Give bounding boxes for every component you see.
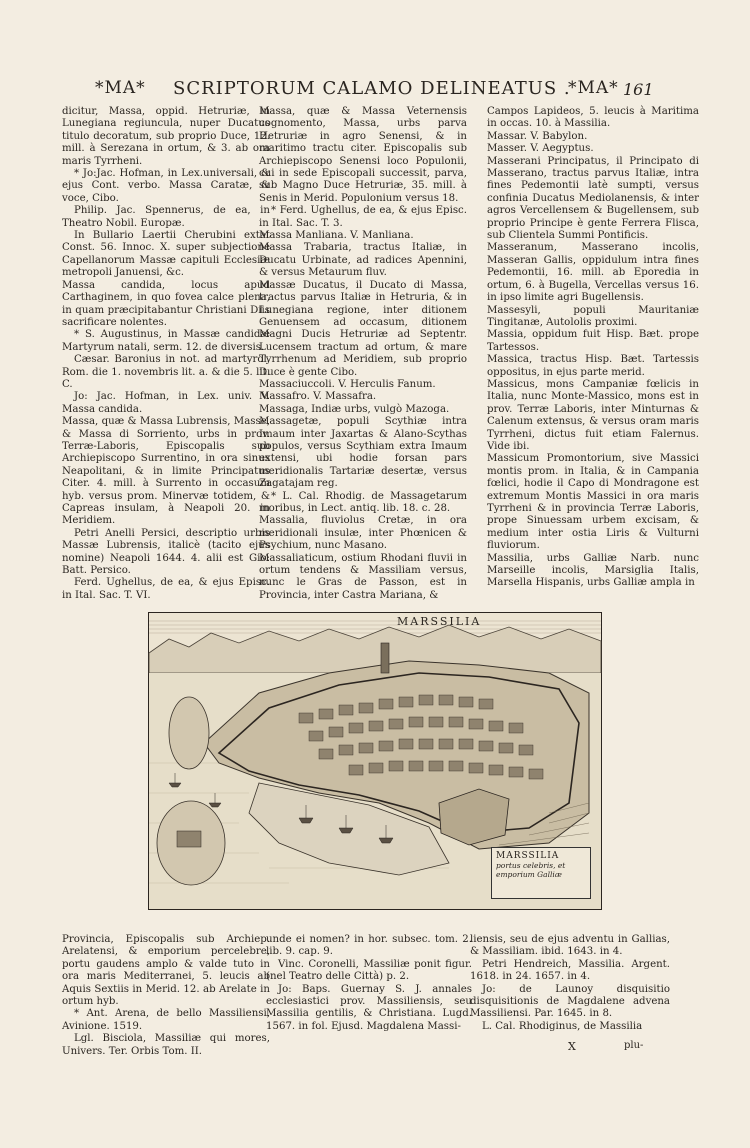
entry: dicitur, Massa, oppid. Hetruriæ, in Lunegiana regiuncula, nuper Ducatus titulo decoratum, sub proprio Duce, 12. mill. à Serezana in ortum, & 3. ab ora maris Tyrrheni.: [62, 106, 270, 167]
running-header: [95, 78, 655, 106]
entry: Massalia, fluviolus Cretæ, in ora meridionali insulæ, inter Phœnicen & Psychium, nunc Masano.: [259, 515, 467, 552]
entry: Massa Manliana. V. Manliana.: [259, 230, 414, 242]
entry: Ferd. Ughellus, de ea, & ejus Episc. in Ital. Sac. T. VI.: [62, 577, 270, 601]
text-column-3: [487, 106, 699, 589]
entry: In Bullario Laertii Cherubini extat Const. 56. Innoc. X. super subjectione Capellanorum Massæ capituli Ecclesiæ metropoli Januensi, &c.: [62, 230, 270, 279]
entry: Jo: de Launoy disquisitio disquisitionis de Magdalene advena Massiliensi. Par. 1645. in 8.: [470, 983, 670, 1020]
entry: Massafro. V. Massafra.: [259, 391, 377, 403]
engraved-city-view: [148, 612, 602, 910]
entry: Massicum Promontorium, sive Massici montis prom. in Italia, & in Campania fœlici, hodie il Capo di Mondragone est extremum Montis Massici in ora maris Tyrrheni & in provincia Terræ Laboris, prope Sinuessam urbem excisam, & medium inter ostia Liris & Vulturni fluviorum.: [487, 453, 699, 552]
entry: Masser. V. Aegyptus.: [487, 143, 594, 155]
entry: Massa, quæ & Massa Lubrensis, Masse, & Massa di Sorriento, urbs in prov. Terræ-Laboris, Episcopalis sub Archiepiscopo Surrentino, in ora sinus Neapolitani, & in limite Principatus Citer. 4. mill. à Surrento in occasum hyb. versus prom. Minervæ totidem, & Capreas insulam, à Neapoli 20. in Meridiem.: [62, 416, 270, 527]
text-column-bottom-2: [266, 934, 472, 1064]
entry: Philip. Jac. Spennerus, de ea, in Theatro Nobil. Europæ.: [62, 205, 270, 229]
entry: Massaga, Indiæ urbs, vulgò Mazoga.: [259, 403, 450, 415]
entry: Lgl. Bisciola, Massiliæ qui mores, Univers. Ter. Orbis Tom. II.: [62, 1033, 270, 1057]
cartouche: [491, 847, 591, 899]
entry: Massa, quæ & Massa Veternensis cognomento, Massa, urbs parva Hetruriæ in agro Senensi, & in maritimo tractu citer. Episcopalis sub Archiepiscopo Senensi loco Populonii, cui in sede Episcopali successit, parva, sub Magno Duce Hetruriæ, 35. mill. à Senis in Merid. Populonium versus 18.: [259, 106, 467, 204]
page-number: 161: [623, 80, 654, 99]
header-left-tag: *MA*: [95, 78, 146, 98]
plate-title: MARSSILIA: [397, 615, 482, 628]
entry: Massaliaticum, ostium Rhodani fluvii in ortum tendens & Massiliam versus, nunc le Gras de Passon, est in Provincia, inter Castra Mariana, &: [259, 552, 467, 601]
entry: Provincia, Episcopalis sub Archiep. Arelatensi, & emporium percelebre, portu gaudens amplo & valde tuto in ora maris Mediterranei, 5. leucis ab Aquis Sextiis in Merid. 12. ab Arelate in ortum hyb.: [62, 934, 270, 1008]
text-column-2: [259, 106, 467, 601]
catchword: plu-: [624, 1040, 644, 1051]
entry: Massa Trabaria, tractus Italiæ, in Ducatu Urbinate, ad radices Apennini, & versus Metaurum fluv.: [259, 242, 467, 279]
entry: Massagetæ, populi Scythiæ intra Imaum inter Jaxartas & Alano-Scythas populos, versus Scythiam extra Imaum extensi, ubi hodie forsan pars meridionalis Tartariæ desertæ, versus Zagatajam reg.: [259, 416, 467, 490]
entry: Massilia, urbs Galliæ Narb. nunc Marseille incolis, Marsiglia Italis, Marsella Hispanis, urbs Galliæ ampla in: [487, 552, 699, 589]
entry: * Jo:Jac. Hofman, in Lex.universali, & ejus Cont. verbo. Massa Caratæ, & voce, Cibo.: [62, 168, 270, 204]
entry: Massica, tractus Hisp. Bæt. Tartessis oppositus, in ejus parte merid.: [487, 354, 699, 378]
entry: * S. Augustinus, in Massæ candidæ Martyrum natali, serm. 12. de diversis.: [62, 329, 270, 353]
entry: Petri Hendreich, Massilia. Argent. 1618. in 24. 1657. in 4.: [470, 958, 670, 983]
entry: Massaciuccoli. V. Herculis Fanum.: [259, 378, 436, 390]
cartouche-title: MARSSILIA: [496, 851, 560, 861]
cartouche-subtitle: portus celebris, et emporium Galliæ: [496, 861, 566, 879]
signature-mark: X: [568, 1040, 576, 1053]
entry: * Ferd. Ughellus, de ea, & ejus Episc. in Ital. Sac. T. 3.: [259, 205, 467, 229]
entry: liensis, seu de ejus adventu in Gallias, & Massiliam. ibid. 1643. in 4.: [470, 934, 670, 958]
entry: Massar. V. Babylon.: [487, 130, 588, 142]
entry: Masserani Principatus, il Principato di Masserano, tractus parvus Italiæ, intra fines Pedemontii latè sumpti, versus confinia Ducatus Mediolanensis, & inter agros Vercellensem & Bugellensem, sub proprio Principe è gente Ferrera Flisca, sub Clientela Summi Pontificis.: [487, 155, 699, 242]
entry: Massæ Ducatus, il Ducato di Massa, tractus parvus Italiæ in Hetruria, & in Lunegiana regione, inter ditionem Genuensem ad occasum, ditionem Magni Ducis Hetruriæ ad Septentr. Lucensem tractum ad ortum, & mare Tyrrhenum ad Meridiem, sub proprio Duce è gente Cibo.: [259, 279, 467, 378]
entry: unde ei nomen? in hor. subsec. tom. 2. lib. 9. cap. 9.: [266, 934, 472, 958]
entry: Petri Anelli Persici, descriptio urbis Massæ Lubrensis, italicè (tacito ejus nomine) Neapoli 1644. 4. alii est Gio: Batt. Persico.: [62, 527, 270, 577]
entry: Campos Lapideos, 5. leucis à Maritima in occas. 10. à Massilia.: [487, 106, 699, 130]
header-right-tag: *MA*: [568, 78, 619, 98]
entry: Masseranum, Masserano incolis, Masseran Gallis, oppidulum intra fines Pedemontii, 16. mill. ab Eporedia in ortum, 6. à Bugella, Vercellas versus 16. in ipso limite agri Bugellensis.: [487, 242, 699, 304]
entry: Massa candida, locus apud Carthaginem, in quo fovea calce plena, in quam præcipitabantur Christiani Diis sacrificare nolentes.: [62, 279, 270, 328]
text-column-1: [62, 106, 270, 601]
header-title: SCRIPTORUM CALAMO DELINEATUS .: [173, 78, 571, 99]
entry: L. Cal. Rhodiginus, de Massilia: [482, 1020, 643, 1032]
entry: * Ant. Arena, de bello Massiliensi, Avinione. 1519.: [62, 1008, 270, 1032]
entry: Jo: Jac. Hofman, in Lex. univ. V. Massa candida.: [62, 391, 270, 415]
entry: Massesyli, populi Mauritaniæ Tingitanæ, Autololis proximi.: [487, 304, 699, 328]
entry: * L. Cal. Rhodig. de Massagetarum moribus, in Lect. antiq. lib. 18. c. 28.: [259, 490, 467, 514]
entry: Jo: Baps. Guernay S. J. annales ecclesiastici prov. Massiliensis, seu Massilia gentilis, & Christiana. Lugd. 1567. in fol. Ejusd. Magdalena Massi-: [266, 983, 472, 1032]
text-column-bottom-1: [62, 934, 270, 1064]
entry: Massicus, mons Campaniæ fœlicis in Italia, nunc Monte-Massico, mons est in prov. Terræ Laboris, inter Minturnas & Calenum extensus, & versus oram maris Tyrrheni, dictus fuit etiam Falernus. Vide ibi.: [487, 378, 699, 452]
entry: Vinc. Coronelli, Massiliæ ponit figur. (nel Teatro delle Città) p. 2.: [266, 958, 472, 983]
entry: Cæsar. Baronius in not. ad martyrol. Rom. die 1. novembris lit. a. & die 5. lit. C.: [62, 354, 270, 390]
entry: Massia, oppidum fuit Hisp. Bæt. prope Tartessos.: [487, 329, 699, 353]
